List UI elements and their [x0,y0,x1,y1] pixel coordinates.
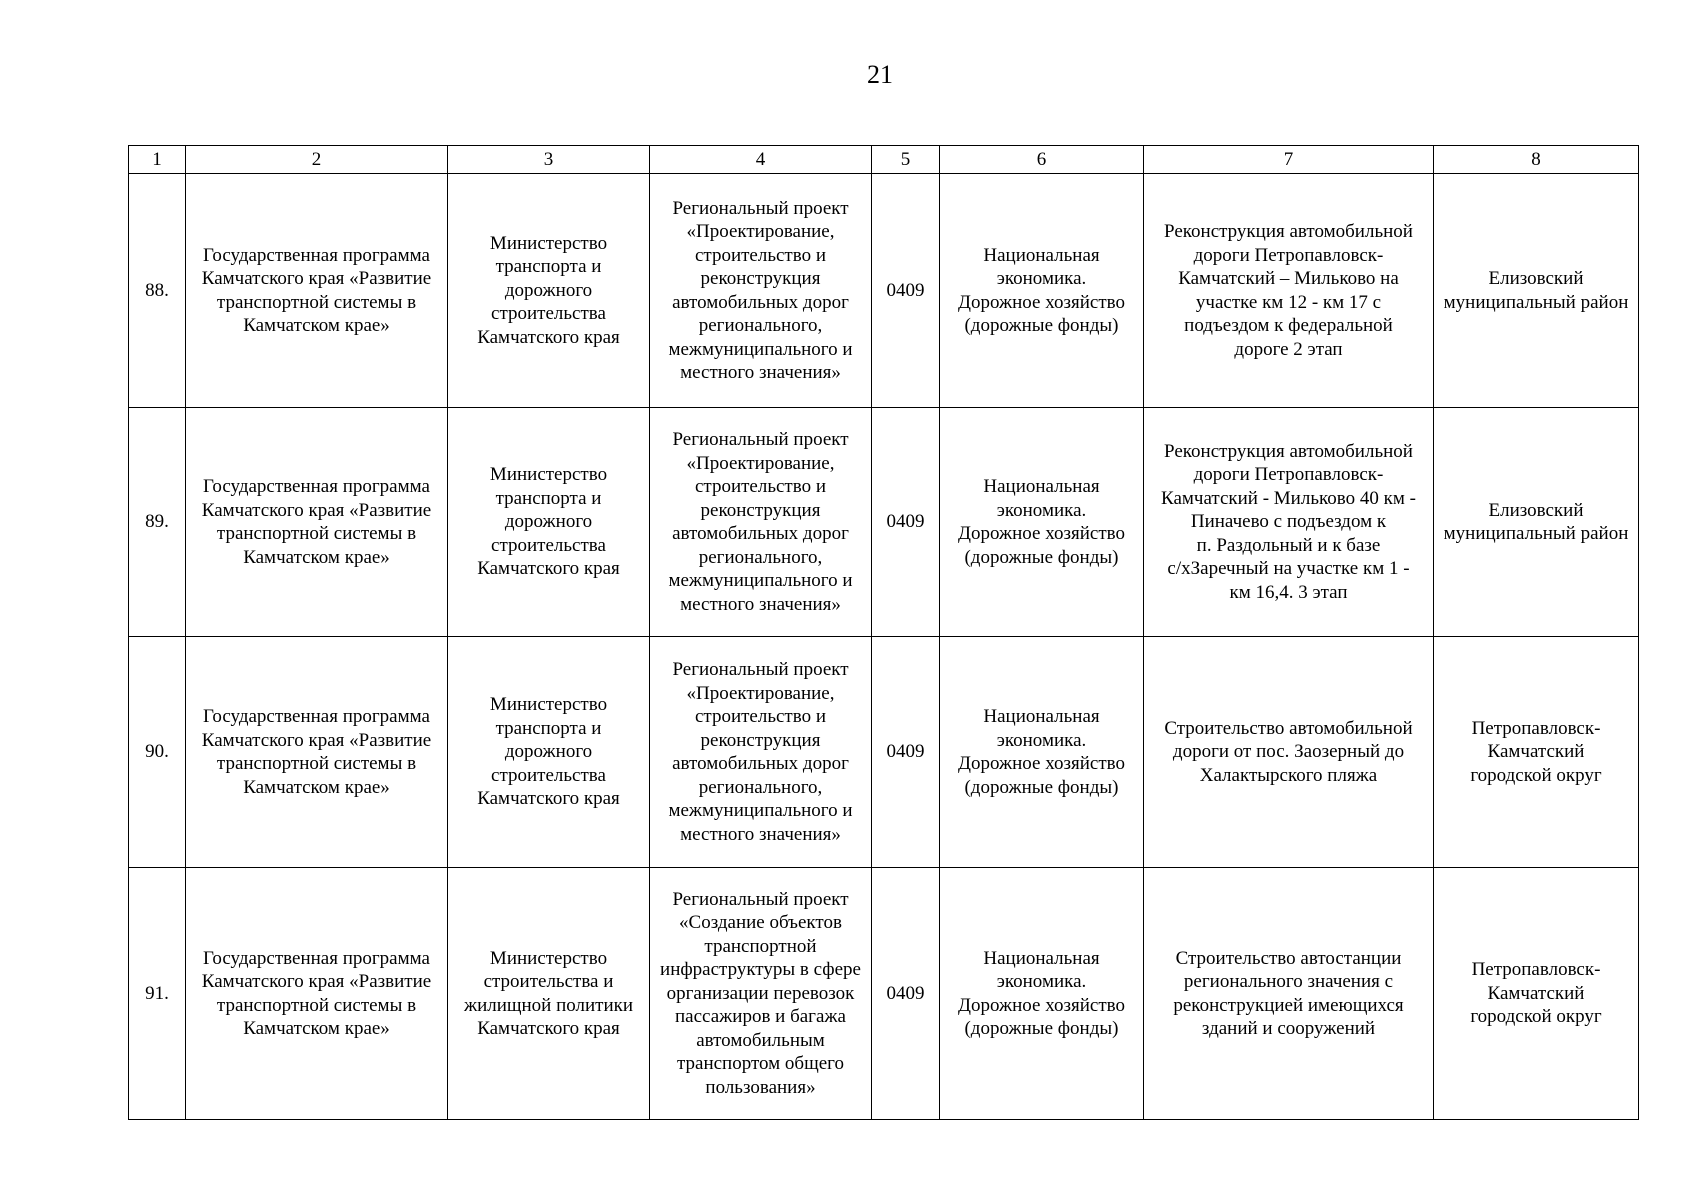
section-cell: Национальная экономика. Дорожное хозяйство (дорожные фонды) [940,637,1144,868]
program-cell: Государственная программа Камчатского края «Развитие транспортной системы в Камчатском крае» [186,868,448,1120]
column-header-3: 3 [448,146,650,174]
row-number-cell: 89. [129,408,186,637]
column-number-row [129,146,1639,174]
row-number-cell: 88. [129,174,186,408]
code-cell: 0409 [872,637,940,868]
table-row [129,868,1639,1120]
ministry-cell: Министерство транспорта и дорожного строительства Камчатского края [448,637,650,868]
section-cell: Национальная экономика. Дорожное хозяйство (дорожные фонды) [940,868,1144,1120]
district-cell: Елизовский муниципальный район [1434,408,1639,637]
row-number-cell: 90. [129,637,186,868]
page-number: 21 [867,60,893,89]
code-cell: 0409 [872,868,940,1120]
section-cell: Национальная экономика. Дорожное хозяйство (дорожные фонды) [940,408,1144,637]
column-header-7: 7 [1144,146,1434,174]
object-cell: Строительство автомобильной дороги от пос. Заозерный до Халактырского пляжа [1144,637,1434,868]
column-header-1: 1 [129,146,186,174]
object-cell: Реконструкция автомобильной дороги Петропавловск- Камчатский - Мильково 40 км - Пиначево с подъездом к п. Раздольный и к базе с/хЗаречный на участке км 1 - км 16,4. 3 этап [1144,408,1434,637]
program-cell: Государственная программа Камчатского края «Развитие транспортной системы в Камчатском крае» [186,408,448,637]
project-cell: Региональный проект «Создание объектов транспортной инфраструктуры в сфере организации перевозок пассажиров и багажа автомобильным транспортом общего пользования» [650,868,872,1120]
ministry-cell: Министерство транспорта и дорожного строительства Камчатского края [448,408,650,637]
program-cell: Государственная программа Камчатского края «Развитие транспортной системы в Камчатском крае» [186,637,448,868]
object-cell: Реконструкция автомобильной дороги Петропавловск- Камчатский – Мильково на участке км 12 - км 17 с подъездом к федеральной дороге 2 этап [1144,174,1434,408]
object-cell: Строительство автостанции регионального значения с реконструкцией имеющихся зданий и сооружений [1144,868,1434,1120]
district-cell: Петропавловск- Камчатский городской округ [1434,637,1639,868]
table-row [129,174,1639,408]
table-row [129,408,1639,637]
section-cell: Национальная экономика. Дорожное хозяйство (дорожные фонды) [940,174,1144,408]
column-header-8: 8 [1434,146,1639,174]
column-header-4: 4 [650,146,872,174]
document-table [128,145,1639,1120]
district-cell: Петропавловск- Камчатский городской округ [1434,868,1639,1120]
district-cell: Елизовский муниципальный район [1434,174,1639,408]
ministry-cell: Министерство транспорта и дорожного строительства Камчатского края [448,174,650,408]
project-cell: Региональный проект «Проектирование, строительство и реконструкция автомобильных дорог регионального, межмуниципального и местного значения» [650,408,872,637]
program-cell: Государственная программа Камчатского края «Развитие транспортной системы в Камчатском крае» [186,174,448,408]
column-header-2: 2 [186,146,448,174]
column-header-5: 5 [872,146,940,174]
code-cell: 0409 [872,174,940,408]
column-header-6: 6 [940,146,1144,174]
project-cell: Региональный проект «Проектирование, строительство и реконструкция автомобильных дорог регионального, межмуниципального и местного значения» [650,174,872,408]
row-number-cell: 91. [129,868,186,1120]
ministry-cell: Министерство строительства и жилищной политики Камчатского края [448,868,650,1120]
table-row [129,637,1639,868]
code-cell: 0409 [872,408,940,637]
project-cell: Региональный проект «Проектирование, строительство и реконструкция автомобильных дорог регионального, межмуниципального и местного значения» [650,637,872,868]
